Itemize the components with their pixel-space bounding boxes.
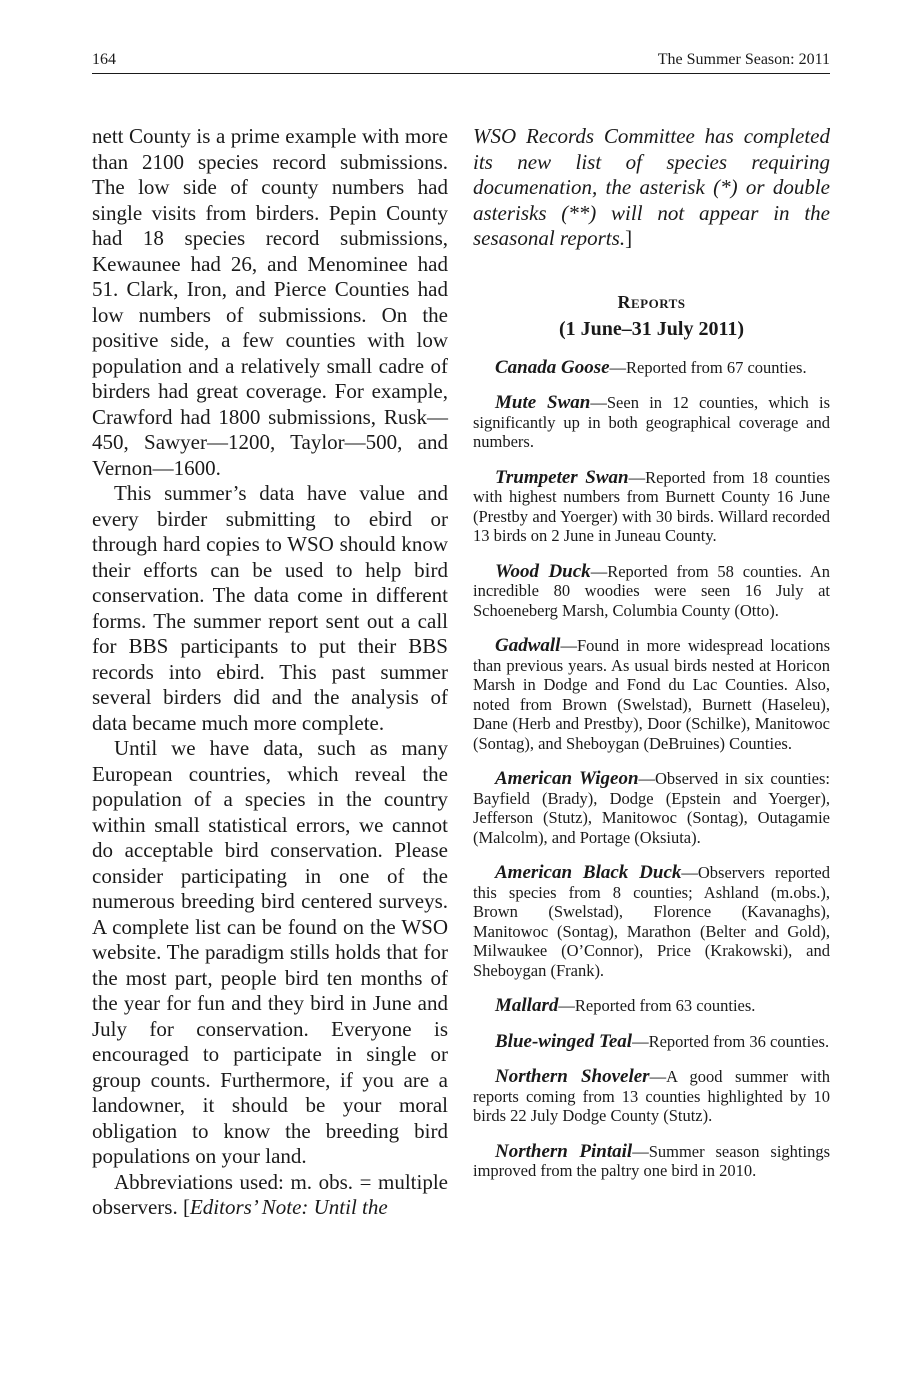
species-entry <box>473 1142 830 1181</box>
left-column <box>92 124 448 1221</box>
species-entry <box>473 562 830 621</box>
section-title: Reports <box>617 291 686 312</box>
species-text: —Reported from 36 counties. <box>632 1031 830 1051</box>
species-text: —Summer season sightings improved from the paltry one bird in 2010. <box>473 1141 830 1180</box>
body-paragraph: This summer’s data have value and every birder submitting to ebird or through hard copies to WSO should know their efforts can be used to help bird conservation. The data come in different forms. The summer report sent out a call for BBS participants to put their BBS records into ebird. This past summer several birders did and the analysis of data became much more complete. <box>92 481 448 735</box>
species-name: Northern Shoveler <box>495 1066 650 1087</box>
species-name: American Black Duck <box>495 862 682 883</box>
species-text: —Reported from 67 counties. <box>609 357 807 377</box>
editors-note-continued <box>473 124 830 252</box>
species-text: —Reported from 58 counties. An incredible 80 woodies were seen 16 July at Schoeneberg Marsh, Columbia County (Otto). <box>473 561 830 620</box>
abbreviations-text: Abbreviations used: m. obs. = multiple observers. [ <box>92 1169 448 1219</box>
species-name: Northern Pintail <box>495 1140 633 1162</box>
species-name: American Wigeon <box>495 768 639 789</box>
running-title: The Summer Season: 2011 <box>657 51 830 68</box>
editors-note-text: WSO Records Committee has completed its new list of species requiring documenation, the asterisk (*) or double asterisks (**) will not appear in the sesasonal reports. <box>473 124 830 250</box>
body-paragraph: nett County is a prime example with more than 2100 species record submissions. The low side of county numbers had single visits from birders. Pepin County had 18 species record submissions, Kewaunee had 26, and Menominee had 51. Clark, Iron, and Pierce Counties had low numbers of submissions. On the positive side, a few counties with low population and a relatively small cadre of birders had great coverage. For example, Crawford had 1800 submissions, Rusk—450, Sawyer—1200, Taylor—500, and Vernon—1600. <box>92 124 448 480</box>
species-entry <box>473 1067 830 1126</box>
species-name: Wood Duck <box>495 560 591 582</box>
species-text: —Observed in six counties: Bayfield (Brady), Dodge (Epstein and Yoerger), Jefferson (Stutz), Manitowoc (Sontag), Outagamie (Malcolm), and Portage (Oksiuta). <box>473 769 831 847</box>
species-name: Blue-winged Teal <box>495 1030 633 1052</box>
species-entry <box>473 1032 830 1052</box>
species-text: —Seen in 12 counties, which is significantly up in both geographical coverage and numbers. <box>473 393 830 451</box>
page-number: 164 <box>92 51 116 68</box>
body-paragraph: Until we have data, such as many European countries, which reveal the population of a species in the country within small statistical errors, we cannot do acceptable bird conservation. Please consider participating in one of the numerous breeding bird centered surveys. A complete list can be found on the WSO website. The paradigm stills holds that for the most part, people bird ten months of the year for fun and they bird in June and July for conservation. Everyone is encouraged to participate in single or group counts. Furthermore, if you are a landowner, it should be your moral obligation to know the breeding bird populations on your land. <box>92 736 448 1168</box>
species-text: —Reported from 18 counties with highest numbers from Burnett County 16 June (Prestby and Yoerger) with 30 birds. Willard recorded 13 birds on 2 June in Juneau County. <box>473 467 830 545</box>
species-name: Mallard <box>495 995 559 1016</box>
species-name: Gadwall <box>495 635 561 656</box>
species-entry <box>473 393 830 452</box>
species-entry <box>473 996 830 1016</box>
species-entry <box>473 636 830 753</box>
right-column <box>473 124 830 1181</box>
species-text: —Reported from 63 counties. <box>558 996 756 1015</box>
editors-note-end: ] <box>625 226 633 250</box>
editors-note-start: Editors’ Note: Until the <box>189 1195 388 1219</box>
abbreviations-paragraph <box>92 1170 448 1221</box>
species-entry <box>473 358 830 378</box>
section-dates: (1 June–31 July 2011) <box>558 317 745 340</box>
species-name: Canada Goose <box>495 356 610 378</box>
species-entry <box>473 468 830 546</box>
species-text: —A good summer with reports coming from 13 counties highlighted by 10 birds 22 July Dodge County (Stutz). <box>473 1067 830 1125</box>
species-entry <box>473 769 830 847</box>
species-entry <box>473 863 830 980</box>
page-header <box>92 50 830 70</box>
species-name: Mute Swan <box>495 392 591 413</box>
header-rule <box>92 73 830 74</box>
species-text: —Found in more widespread locations than previous years. As usual birds nested at Horicon Marsh in Dodge and Fond du Lac Counties. Also, noted from Brown (Swelstad), Burnett (Haseleu), Dane (Herb and Prestby), Door (Schilke), Manitowoc (Sontag), and Sheboygan (DeBruines) Counties. <box>473 636 830 753</box>
species-text: —Observers reported this species from 8 counties; Ashland (m.obs.), Brown (Swelstad), Florence (Kavanaghs), Manitowoc (Sontag), Marathon (Belter and Gold), Milwaukee (O’Connor), Price (Krakowski), and Sheboygan (Frank). <box>473 863 830 980</box>
species-name: Trumpeter Swan <box>495 466 629 488</box>
